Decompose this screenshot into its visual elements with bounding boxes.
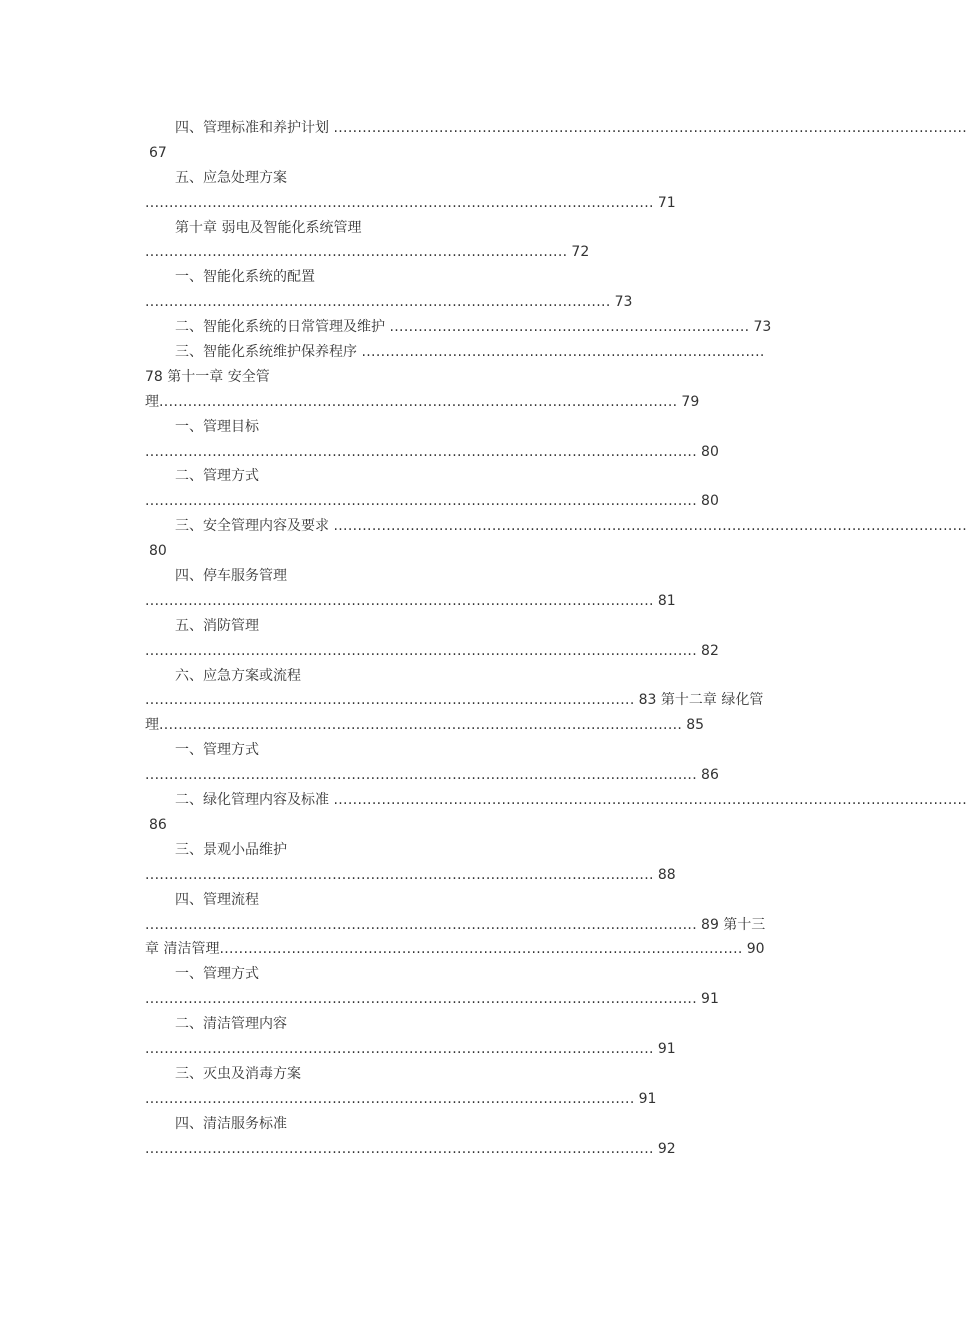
toc-entry-text: 四、管理流程 (175, 891, 259, 908)
toc-line (145, 788, 967, 813)
toc-page-number: 82 (701, 642, 719, 659)
toc-entry-text: 78 第十一章 安全管 (145, 368, 270, 385)
toc-entry-text: 二、清洁管理内容 (175, 1016, 287, 1033)
toc-page-number: 67 (149, 144, 167, 161)
toc-entry-text: 三、灭虫及消毒方案 (175, 1065, 301, 1082)
toc-page-number: 92 (657, 1140, 676, 1157)
toc-entry-text: 三、景观小品维护 (175, 841, 287, 858)
toc-entry-text: 二、绿化管理内容及标准 (175, 792, 334, 809)
toc-entry-text: 一、智能化系统的配置 (175, 269, 315, 286)
toc-leader-dots: ...................................................................................................... (145, 1090, 635, 1107)
toc-leader-dots: ............................................................................................................. (219, 941, 743, 958)
toc-line (145, 191, 815, 216)
toc-page-number: 91 (638, 1090, 657, 1107)
toc-line (145, 141, 815, 166)
toc-page-number: 88 (657, 866, 676, 883)
toc-entry-text: 四、清洁服务标准 (175, 1115, 287, 1132)
toc-line (145, 216, 815, 241)
toc-entry-text: 理 (145, 393, 159, 410)
toc-entry-text: 五、消防管理 (175, 617, 259, 634)
toc-leader-dots: ................................................................................................................... (145, 991, 698, 1008)
toc-line (145, 116, 967, 141)
toc-leader-dots: .......................................................................................................... (145, 1140, 654, 1157)
toc-page-number: 86 (149, 816, 167, 833)
toc-entry-text: 三、智能化系统维护保养程序 (175, 344, 362, 361)
toc-page-number: 81 (657, 592, 676, 609)
toc-entry-text: 一、管理目标 (175, 418, 259, 435)
toc-line (145, 1037, 815, 1062)
toc-entry-text: 二、智能化系统的日常管理及维护 (175, 319, 390, 336)
toc-line (145, 1112, 815, 1137)
toc-line (145, 713, 815, 738)
table-of-contents (145, 116, 967, 1161)
toc-leader-dots: .................................................................................................................................... (333, 120, 967, 136)
toc-line (145, 763, 815, 788)
toc-line (145, 166, 815, 191)
toc-line (145, 415, 815, 440)
toc-page-number: 72 (571, 244, 590, 261)
toc-page-number: 90 (746, 941, 765, 958)
toc-line (145, 265, 815, 290)
toc-line (145, 340, 815, 365)
toc-line (145, 440, 815, 465)
toc-leader-dots: ................................................................................................................... (145, 493, 698, 510)
toc-entry-text: 理 (145, 717, 159, 734)
toc-line (145, 1137, 815, 1162)
toc-leader-dots: ................................................................................................................... (145, 916, 698, 933)
toc-line (145, 1087, 815, 1112)
toc-leader-dots: .......................................................................................................... (145, 1040, 654, 1057)
toc-line (145, 240, 815, 265)
toc-line (145, 664, 815, 689)
toc-page-number: 71 (657, 194, 676, 211)
toc-line (145, 863, 815, 888)
toc-line (145, 539, 815, 564)
toc-page-number: 73 (614, 294, 633, 311)
toc-leader-dots: ................................................................................................................... (145, 767, 698, 784)
toc-line (145, 962, 815, 987)
toc-page-number: 80 (701, 443, 719, 460)
toc-leader-dots: .................................................................................................................................... (333, 792, 967, 809)
toc-line (145, 987, 815, 1012)
toc-line (145, 913, 815, 938)
toc-leader-dots: ............................................................................................................ (159, 393, 678, 410)
toc-entry-text: 五、应急处理方案 (175, 169, 287, 186)
toc-entry-text: 第十章 弱电及智能化系统管理 (175, 219, 362, 236)
toc-entry-text: 二、管理方式 (175, 468, 259, 485)
toc-line (145, 688, 815, 713)
toc-page-number: 80 (701, 493, 719, 510)
toc-leader-dots: .......................................................................................................... (145, 194, 654, 211)
toc-leader-dots: ................................................................................................................... (145, 642, 698, 659)
toc-page-number: 91 (657, 1040, 676, 1057)
toc-line (145, 290, 815, 315)
toc-entry-text: 一、管理方式 (175, 966, 259, 983)
toc-line (145, 390, 815, 415)
toc-line (145, 738, 815, 763)
toc-line (145, 589, 815, 614)
toc-page-number: 86 (701, 767, 719, 784)
toc-page-number: 79 (681, 393, 700, 410)
toc-line (145, 564, 815, 589)
toc-line (145, 315, 815, 340)
toc-line (145, 464, 815, 489)
toc-entry-text: 章 清洁管理 (145, 941, 220, 958)
toc-line (145, 838, 815, 863)
toc-line (145, 489, 815, 514)
toc-page-number: 73 (753, 319, 772, 336)
toc-line (145, 614, 815, 639)
toc-entry-text: 三、安全管理内容及要求 (175, 518, 334, 535)
toc-leader-dots: .......................................................................................................... (145, 866, 654, 883)
toc-entry-text: 一、管理方式 (175, 742, 259, 759)
toc-page-number: 89 第十三 (701, 916, 766, 933)
toc-entry-text: 六、应急方案或流程 (175, 667, 301, 684)
toc-line (145, 1062, 815, 1087)
toc-line (145, 639, 815, 664)
toc-leader-dots: ................................................................................................................... (145, 443, 698, 460)
toc-leader-dots: ........................................................................................ (145, 244, 568, 261)
toc-leader-dots: ............................................................................................................. (159, 717, 683, 734)
toc-line (145, 365, 815, 390)
toc-page-number: 80 (149, 543, 167, 560)
toc-leader-dots: .................................................................................... (361, 344, 765, 361)
toc-leader-dots: ........................................................................... (389, 319, 750, 336)
toc-line (145, 937, 815, 962)
toc-leader-dots: ...................................................................................................... (145, 692, 635, 709)
toc-line (145, 1012, 815, 1037)
toc-line (145, 888, 815, 913)
toc-page-number: 91 (701, 991, 719, 1008)
toc-leader-dots: .......................................................................................................... (145, 592, 654, 609)
toc-line (145, 813, 815, 838)
toc-entry-text: 四、管理标准和养护计划 (175, 120, 334, 136)
toc-entry-text: 四、停车服务管理 (175, 568, 287, 585)
toc-leader-dots: .................................................................................................................................... (333, 518, 967, 535)
toc-line (145, 514, 967, 539)
toc-leader-dots: ................................................................................................. (145, 294, 611, 311)
toc-page-number: 85 (686, 717, 705, 734)
toc-page-number: 83 第十二章 绿化管 (638, 692, 764, 709)
